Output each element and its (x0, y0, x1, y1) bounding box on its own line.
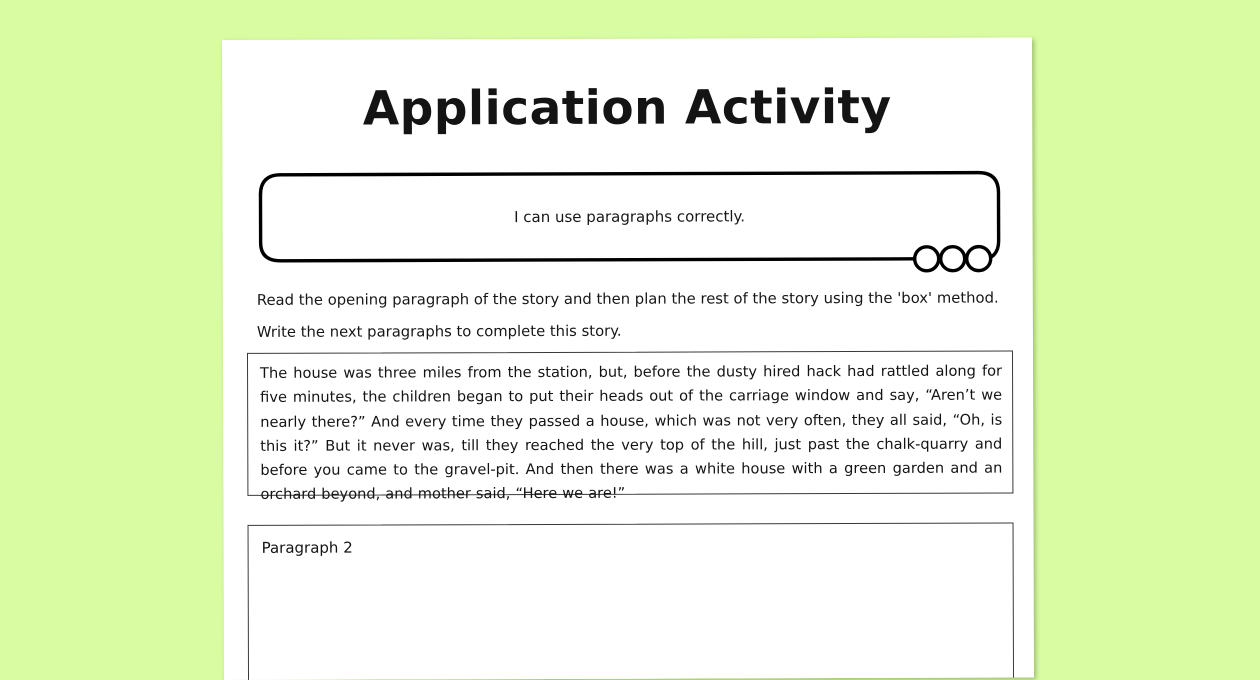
circle-decoration-1 (915, 247, 939, 271)
paragraph-2-box[interactable] (248, 523, 1015, 680)
learning-objective-box (258, 171, 1000, 273)
paragraph-2-label: Paragraph 2 (261, 538, 353, 557)
worksheet-page (222, 37, 1034, 680)
objective-text: I can use paragraphs correctly. (514, 207, 746, 227)
instruction-line-1: Read the opening paragraph of the story and then plan the rest of the story using the 'box' method. (256, 289, 999, 309)
instruction-line-2: Write the next paragraphs to complete this story. (256, 322, 622, 341)
opening-paragraph-text: The house was three miles from the station, but, before the dusty hired hack had rattled along for five minutes, the children began to put their heads out of the carriage window and say, “Aren’t we nearly there?” And every time they passed a house, which was not very often, they all said, “Oh, is this it?” But it never was, till they reached the very top of the hill, just past the chalk-quarry and before you came to the gravel-pit. And then there was a white house with a green garden and an orchard beyond, and mother said, “Here we are!” (260, 362, 1003, 504)
circle-decoration-3 (967, 247, 991, 271)
circle-decoration-2 (941, 247, 965, 271)
worksheet-page-content (222, 37, 1034, 680)
opening-paragraph-box (247, 351, 1013, 504)
instructions (257, 283, 1009, 349)
page-title: Application Activity (362, 79, 892, 137)
